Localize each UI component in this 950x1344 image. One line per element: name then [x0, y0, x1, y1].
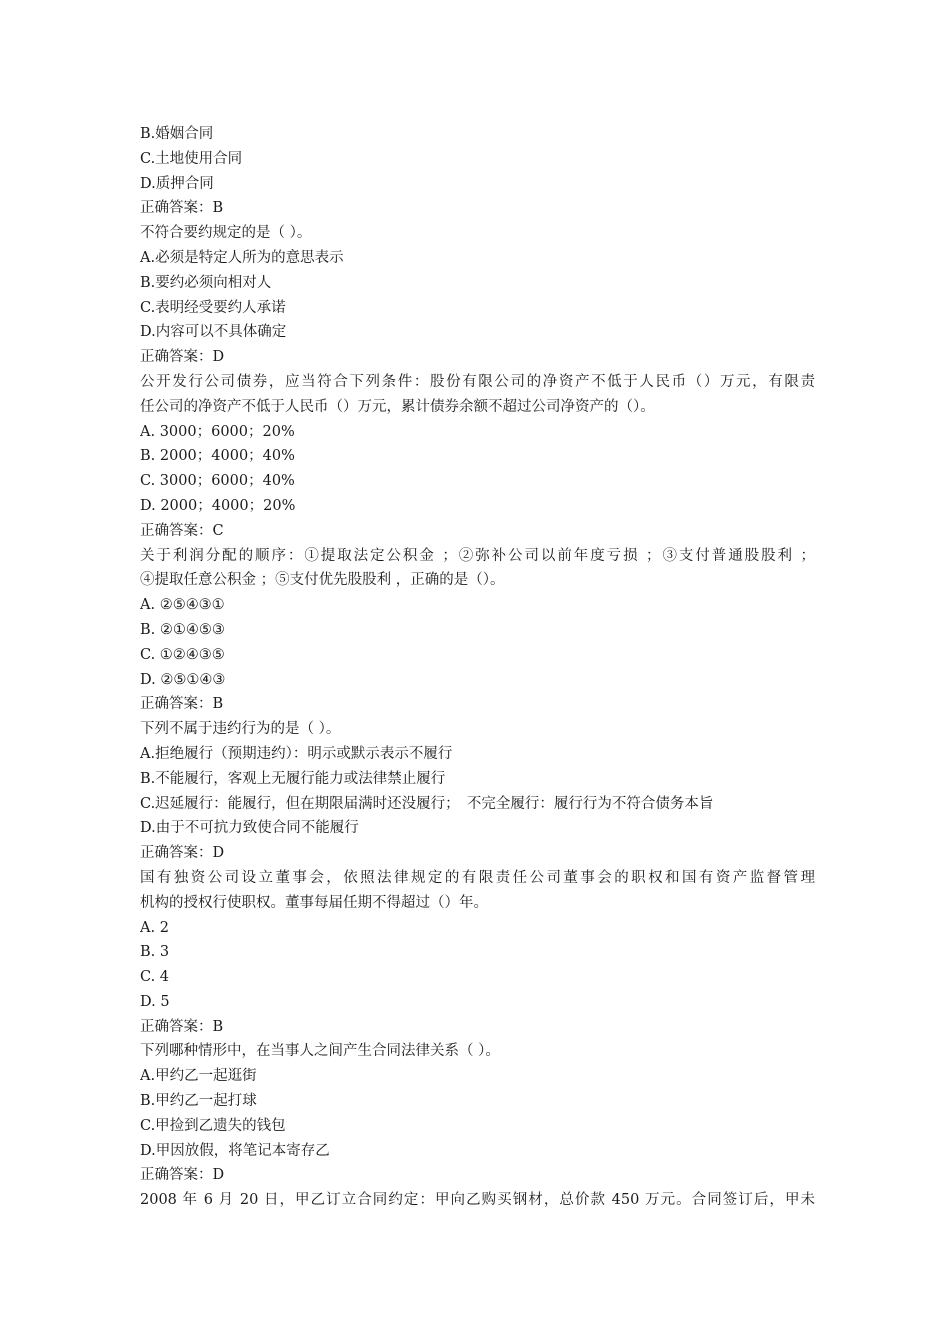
option-line: D.甲因放假，将笔记本寄存乙 — [140, 1142, 330, 1159]
option-line: A.甲约乙一起逛街 — [140, 1068, 257, 1085]
option-line: D. ②⑤①④③ — [140, 671, 226, 688]
answer-line: 正确答案：B — [140, 200, 224, 217]
answer-line: 正确答案：D — [140, 349, 225, 366]
option-line: A. 3000；6000；20% — [140, 423, 295, 440]
option-line: B.甲约乙一起打球 — [140, 1093, 257, 1110]
option-line: C. 4 — [140, 969, 170, 986]
text-line: B.婚姻合同 — [140, 126, 214, 142]
option-line: D. 2000；4000；20% — [140, 497, 296, 514]
option-line: A. 2 — [140, 919, 169, 936]
option-line: A. ②⑤④③① — [140, 597, 225, 614]
option-line: C.表明经受要约人承诺 — [140, 299, 286, 316]
question-line: 公开发行公司债券，应当符合下列条件：股份有限公司的净资产不低于人民币（）万元，有限责 — [140, 373, 815, 390]
answer-line: 正确答案：C — [140, 522, 224, 539]
option-line: C. ①②④③⑤ — [140, 646, 225, 663]
option-line: C.甲捡到乙遗失的钱包 — [140, 1117, 286, 1134]
option-line: D. 5 — [140, 993, 170, 1010]
option-line: D.内容可以不具体确定 — [140, 324, 287, 341]
text-line: C.土地使用合同 — [140, 150, 243, 167]
answer-line: 正确答案：D — [140, 1167, 225, 1184]
option-line: B. 2000；4000；40% — [140, 448, 295, 465]
question-line: 关于利润分配的顺序：①提取法定公积金 ；②弥补公司以前年度亏损 ；③支付普通股股利 ； — [140, 547, 815, 564]
option-line: B.要约必须向相对人 — [140, 274, 272, 291]
question-line: 国有独资公司设立董事会，依照法律规定的有限责任公司董事会的职权和国有资产监督管理 — [140, 869, 815, 886]
question-line: 2008 年 6 月 20 日，甲乙订立合同约定：甲向乙购买钢材，总价款 450 万元。合同签订后，甲未 — [140, 1192, 815, 1209]
question-line: 不符合要约规定的是（ ）。 — [140, 225, 312, 242]
document-page — [140, 122, 815, 1213]
option-line: C. 3000；6000；40% — [140, 473, 295, 490]
option-line: A.拒绝履行（预期违约）：明示或默示表示不履行 — [140, 745, 453, 762]
option-line: B.不能履行，客观上无履行能力或法律禁止履行 — [140, 770, 446, 787]
answer-line: 正确答案：B — [140, 1018, 224, 1035]
question-line: 任公司的净资产不低于人民币（）万元，累计债券余额不超过公司净资产的（）。 — [140, 398, 655, 415]
option-line: A.必须是特定人所为的意思表示 — [140, 249, 344, 266]
option-line: C.迟延履行：能履行，但在期限届满时还没履行； 不完全履行：履行行为不符合债务本旨 — [140, 795, 714, 812]
question-line: ④提取任意公积金 ；⑤支付优先股股利 ，正确的是（）。 — [140, 572, 505, 589]
option-line: B. ②①④⑤③ — [140, 621, 225, 638]
answer-line: 正确答案：D — [140, 845, 225, 862]
option-line: B. 3 — [140, 944, 170, 961]
question-line: 下列哪种情形中，在当事人之间产生合同法律关系（ ）。 — [140, 1043, 500, 1060]
text-line: D.质押合同 — [140, 175, 214, 192]
question-line: 下列不属于违约行为的是（ ）。 — [140, 721, 341, 738]
question-line: 机构的授权行使职权。董事每届任期不得超过（）年。 — [140, 894, 488, 911]
answer-line: 正确答案：B — [140, 696, 224, 713]
option-line: D.由于不可抗力致使合同不能履行 — [140, 820, 359, 837]
